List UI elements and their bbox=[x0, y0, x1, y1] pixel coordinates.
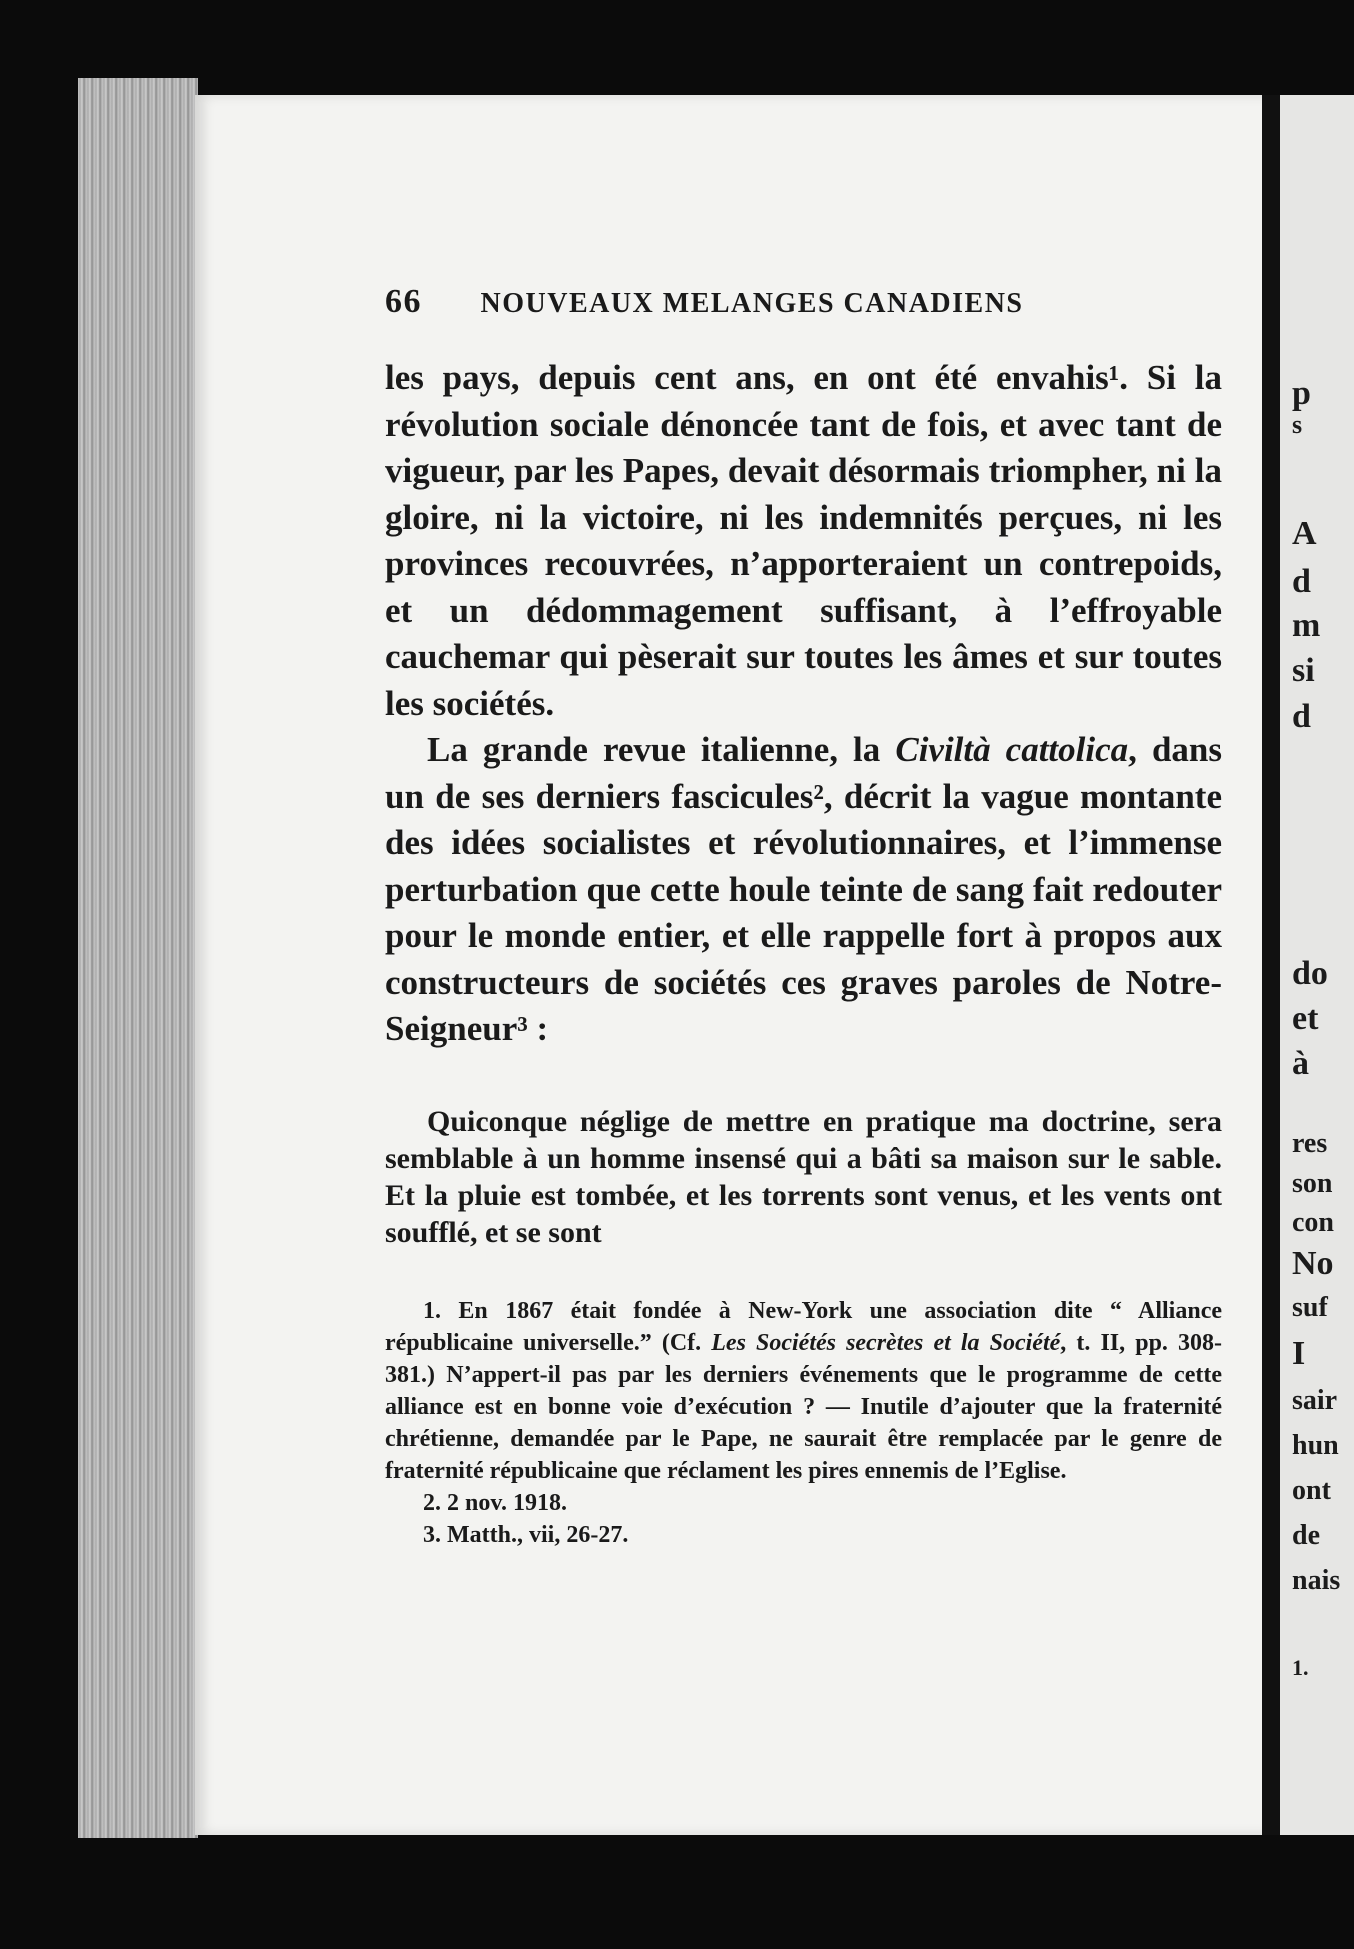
running-title: NOUVEAUX MELANGES CANADIENS bbox=[480, 288, 1024, 319]
facing-fragment: son bbox=[1292, 1168, 1333, 1199]
footnote-2: 2. 2 nov. 1918. bbox=[423, 1490, 568, 1516]
running-header bbox=[385, 283, 1285, 321]
facing-fragment: suf bbox=[1292, 1292, 1328, 1323]
footnotes bbox=[385, 1295, 1222, 1551]
facing-fragment: nais bbox=[1292, 1565, 1341, 1596]
paragraph-2 bbox=[385, 727, 1222, 1053]
book-page bbox=[195, 95, 1280, 1835]
facing-fragment: No bbox=[1292, 1245, 1334, 1282]
page-number: 66 bbox=[385, 283, 422, 320]
footnote-1 bbox=[385, 1295, 1222, 1487]
paragraph-2-end: , dans un de ses derniers fascicules², décrit la vague montante des idées socialistes et révolutionnaires, et l’immense perturbation que cette houle teinte de sang fait redouter pour le monde entier, et elle rappelle fort à propos aux constructeurs de sociétés ces graves paroles de Notre-Seigneur³ : bbox=[385, 730, 1222, 1048]
facing-fragment: p bbox=[1292, 375, 1311, 412]
facing-fragment: I bbox=[1292, 1335, 1306, 1372]
facing-page-strip bbox=[1280, 95, 1354, 1835]
journal-title: Civiltà cattolica bbox=[895, 730, 1129, 769]
footnote-1-title: Les Sociétés secrètes et la Société bbox=[711, 1330, 1061, 1356]
facing-fragment: de bbox=[1292, 1520, 1320, 1551]
facing-fragment: A bbox=[1292, 515, 1317, 552]
facing-fragment: à bbox=[1292, 1045, 1309, 1082]
facing-fragment: ont bbox=[1292, 1475, 1331, 1506]
footnote-1-start: 1. En 1867 était fondée à New-York une association dite “ Alliance républicaine universelle.” (Cf. bbox=[385, 1298, 1222, 1356]
facing-fragment: d bbox=[1292, 698, 1311, 735]
facing-fragment: m bbox=[1292, 607, 1321, 644]
facing-fragment: do bbox=[1292, 955, 1328, 992]
footnote-1-end: , t. II, pp. 308-381.) N’appert-il pas par les derniers événements que le programme de cette alliance est en bonne voie d’exécution ? — Inutile d’ajouter que la fraternité chrétienne, demandée par le Pape, ne saurait être remplacée par le genre de fraternité républicaine que réclament les pires ennemis de l’Eglise. bbox=[385, 1330, 1223, 1484]
facing-fragment: sair bbox=[1292, 1385, 1338, 1416]
page-edges bbox=[78, 78, 198, 1838]
facing-fragment: et bbox=[1292, 1000, 1319, 1037]
facing-fragment: con bbox=[1292, 1207, 1334, 1238]
facing-fragment: hun bbox=[1292, 1430, 1339, 1461]
footnote-3: 3. Matth., vii, 26-27. bbox=[423, 1522, 629, 1548]
facing-fragment: res bbox=[1292, 1128, 1328, 1159]
facing-fragment: 1. bbox=[1292, 1655, 1309, 1680]
main-text bbox=[385, 355, 1222, 1053]
scripture-quote: Quiconque néglige de mettre en pratique ma doctrine, sera semblable à un homme insensé qui a bâti sa maison sur le sable. Et la pluie est tombée, et les torrents sont venus, et les vents ont soufflé, et se sont bbox=[385, 1105, 1222, 1249]
facing-fragment: d bbox=[1292, 563, 1311, 600]
paragraph-2-start: La grande revue italienne, la bbox=[427, 730, 896, 769]
facing-fragment: s bbox=[1292, 410, 1303, 439]
paragraph-1: les pays, depuis cent ans, en ont été envahis¹. Si la révolution sociale dénoncée tant de fois, et avec tant de vigueur, par les Papes, devait désormais triompher, ni la gloire, ni la victoire, ni les indemnités perçues, ni les provinces recouvrées, n’apporteraient un contrepoids, et un dédommagement suffisant, à l’effroyable cauchemar qui pèserait sur toutes les âmes et sur toutes les sociétés. bbox=[385, 358, 1222, 723]
book-gutter bbox=[1262, 95, 1280, 1835]
facing-fragment: si bbox=[1292, 652, 1315, 689]
